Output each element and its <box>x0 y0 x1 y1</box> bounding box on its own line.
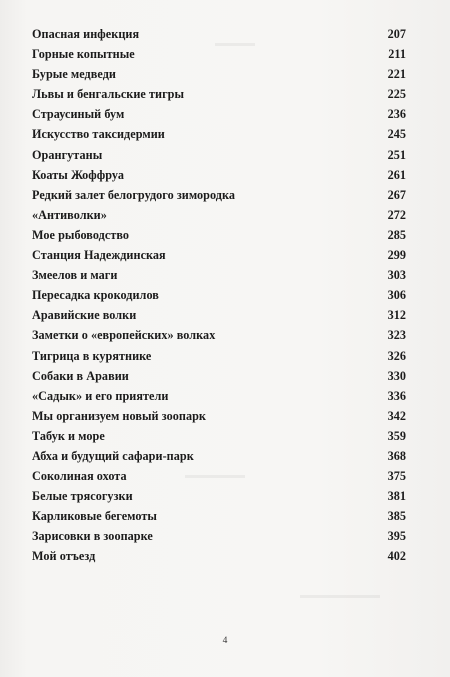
toc-entry-page: 306 <box>387 288 406 303</box>
toc-entry <box>32 409 406 429</box>
toc-entry <box>32 328 406 348</box>
toc-entry-title: Опасная инфекция <box>32 27 140 41</box>
toc-entry-title: Мы организуем новый зоопарк <box>32 408 206 423</box>
toc-entry-title: Станция Надеждинская <box>32 248 166 263</box>
toc-entry-title: Мой отъезд <box>32 549 96 564</box>
toc-entry-title: Мое рыбоводство <box>32 227 130 242</box>
toc-entry <box>32 87 406 107</box>
toc-entry-page: 381 <box>387 489 406 504</box>
toc-entry-title: Абха и будущий сафари-парк <box>32 448 194 463</box>
toc-entry <box>32 509 406 529</box>
toc-entry-title: Редкий залет белогрудого зимородка <box>32 187 236 202</box>
table-of-contents <box>32 27 406 570</box>
toc-entry <box>32 529 406 549</box>
toc-entry-title: Бурые медведи <box>32 67 116 82</box>
toc-entry-page: 368 <box>387 448 406 463</box>
toc-entry-title: Аравийские волки <box>32 308 137 323</box>
toc-entry-title: Зарисовки в зоопарке <box>32 529 153 544</box>
toc-entry-page: 211 <box>388 47 406 62</box>
toc-entry <box>32 449 406 469</box>
toc-entry <box>32 308 406 328</box>
toc-entry <box>32 47 406 67</box>
toc-entry <box>32 389 406 409</box>
toc-entry-page: 285 <box>387 227 406 242</box>
toc-entry <box>32 67 406 87</box>
toc-entry-page: 272 <box>387 207 406 222</box>
toc-entry-page: 312 <box>387 308 406 323</box>
toc-entry <box>32 469 406 489</box>
toc-entry-title: Горные копытные <box>32 47 135 62</box>
toc-entry-page: 395 <box>387 529 406 544</box>
toc-entry <box>32 148 406 168</box>
toc-entry <box>32 429 406 449</box>
toc-entry-title: Орангутаны <box>32 147 103 162</box>
toc-entry-title: «Антиволки» <box>32 207 107 222</box>
toc-entry-page: 342 <box>387 408 406 423</box>
toc-entry-page: 236 <box>387 107 406 122</box>
toc-entry <box>32 248 406 268</box>
toc-entry-title: Заметки о «европейских» волках <box>32 328 216 343</box>
toc-entry-title: Карликовые бегемоты <box>32 509 157 524</box>
toc-entry-title: Искусство таксидермии <box>32 127 165 142</box>
toc-entry <box>32 288 406 308</box>
toc-entry <box>32 489 406 509</box>
toc-entry <box>32 228 406 248</box>
toc-entry-page: 261 <box>387 167 406 182</box>
toc-entry-page: 336 <box>387 388 406 403</box>
toc-entry <box>32 107 406 127</box>
toc-entry <box>32 549 406 569</box>
toc-entry-page: 267 <box>387 187 406 202</box>
toc-entry-title: Собаки в Аравии <box>32 368 129 383</box>
toc-entry <box>32 27 406 47</box>
bleed-through-text <box>300 590 380 601</box>
toc-entry-page: 299 <box>387 248 406 263</box>
toc-entry-title: «Садык» и его приятели <box>32 388 169 403</box>
toc-entry-title: Коаты Жоффруа <box>32 167 125 182</box>
toc-entry-title: Пересадка крокодилов <box>32 288 159 303</box>
toc-entry-page: 330 <box>387 368 406 383</box>
toc-entry-page: 225 <box>387 87 406 102</box>
toc-entry <box>32 188 406 208</box>
toc-entry <box>32 127 406 147</box>
toc-entry-page: 402 <box>387 549 406 564</box>
page-number: 4 <box>222 636 228 646</box>
toc-entry <box>32 208 406 228</box>
toc-entry-title: Соколиная охота <box>32 469 127 484</box>
toc-entry <box>32 268 406 288</box>
toc-entry-page: 375 <box>387 469 406 484</box>
toc-entry-page: 385 <box>387 509 406 524</box>
toc-entry-title: Белые трясогузки <box>32 489 133 504</box>
toc-entry-page: 323 <box>387 328 406 343</box>
toc-entry-title: Змеелов и маги <box>32 268 118 283</box>
toc-entry-page: 359 <box>387 428 406 443</box>
toc-entry-title: Страусиный бум <box>32 107 125 122</box>
toc-entry-page: 221 <box>387 67 406 82</box>
toc-entry <box>32 349 406 369</box>
toc-entry-page: 251 <box>387 147 406 162</box>
toc-entry-page: 207 <box>387 27 406 41</box>
toc-entry <box>32 168 406 188</box>
toc-entry-title: Тигрица в курятнике <box>32 348 152 363</box>
toc-entry-title: Львы и бенгальские тигры <box>32 87 185 102</box>
toc-entry-page: 245 <box>387 127 406 142</box>
toc-entry <box>32 369 406 389</box>
toc-entry-page: 303 <box>387 268 406 283</box>
toc-entry-page: 326 <box>387 348 406 363</box>
toc-entry-title: Табук и море <box>32 428 105 443</box>
